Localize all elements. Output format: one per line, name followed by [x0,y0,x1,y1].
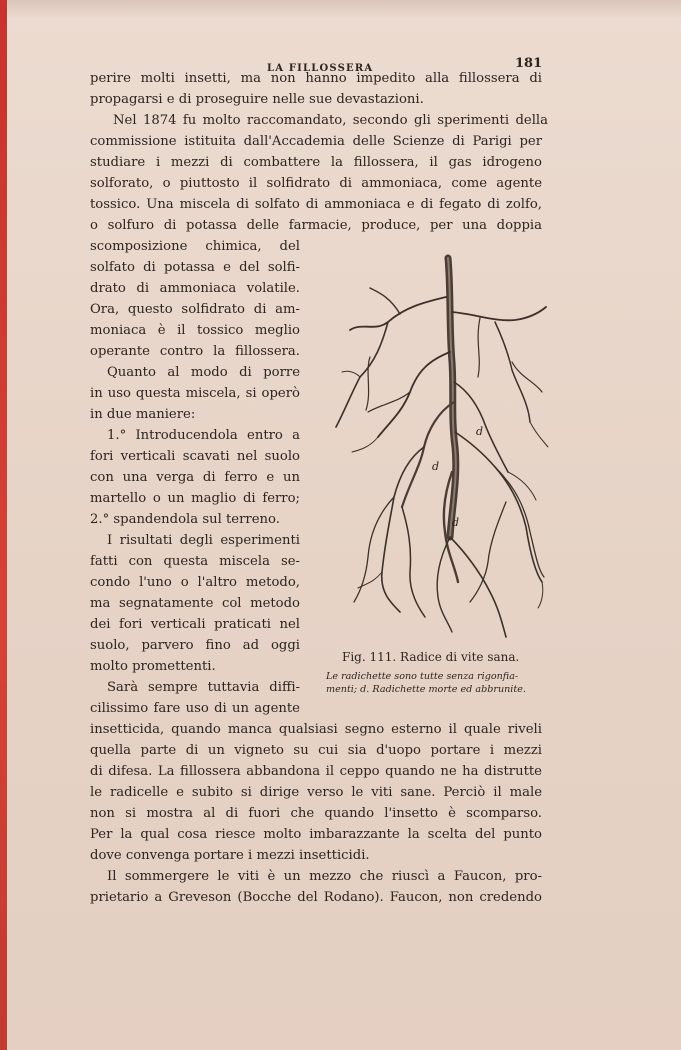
text-line: ma segnatamente col metodo [90,596,300,611]
text-line: Il sommergere le viti è un mezzo che riuscì a Faucon, pro- [107,869,542,884]
text-line: Quanto al modo di porre [107,365,300,380]
top-edge-shadow [7,0,681,18]
text-line: in due maniere: [90,407,196,422]
text-line: non si mostra al di fuori che quando l'insetto è scomparso. [90,806,542,821]
text-line: propagarsi e di proseguire nelle sue devastazioni. [90,92,424,107]
running-head: LA FILLOSSERA [267,63,374,74]
page-number: 181 [515,56,543,71]
text-line: I risultati degli esperimenti [107,533,300,548]
figure-label-d: d [476,425,484,438]
text-line: cilissimo fare uso di un agente [90,701,300,716]
text-line: dove convenga portare i mezzi insetticidi. [90,848,370,863]
figure-label-d: d [432,460,440,473]
text-line: Nel 1874 fu molto raccomandato, secondo gli sperimenti della [113,113,548,128]
text-line: o solfuro di potassa delle farmacie, produce, per una doppia [90,218,542,233]
text-line: commissione istituita dall'Accademia delle Scienze di Parigi per [90,134,542,149]
text-line: solforato, o piuttosto il solfidrato di ammoniaca, come agente [90,176,542,191]
text-line: insetticida, quando manca qualsiasi segno esterno il quale riveli [90,722,542,737]
text-line: drato di ammoniaca volatile. [90,281,300,296]
text-line: 1.° Introducendola entro a [107,428,300,443]
vine-root-figure [330,252,550,647]
text-line: scomposizione chimica, del [90,239,300,254]
left-edge-strip [0,0,7,1050]
text-line: Sarà sempre tuttavia diffi- [107,680,300,695]
text-line: tossico. Una miscela di solfato di ammoniaca e di fegato di zolfo, [90,197,542,212]
text-line: dei fori verticali praticati nel [90,617,300,632]
text-line: condo l'uno o l'altro metodo, [90,575,300,590]
figure-caption-title: Fig. 111. Radice di vite sana. [342,650,520,664]
text-line: fatti con questa miscela se- [90,554,300,569]
text-line: Ora, questo solfidrato di am- [90,302,300,317]
text-line: studiare i mezzi di combattere la fillossera, il gas idrogeno [90,155,542,170]
text-line: Per la qual cosa riesce molto imbarazzante la scelta del punto [90,827,542,842]
text-line: di difesa. La fillossera abbandona il ceppo quando ne ha distrutte [90,764,542,779]
text-line: moniaca è il tossico meglio [90,323,300,338]
text-line: fori verticali scavati nel suolo [90,449,300,464]
text-line: operante contro la fillossera. [90,344,300,359]
text-line: suolo, parvero fino ad oggi [90,638,300,653]
figure-caption-line: menti; d. Radichette morte ed abbrunite. [326,684,526,695]
text-line: quella parte di un vigneto su cui sia d'uopo portare i mezzi [90,743,542,758]
text-line: perire molti insetti, ma non hanno impedito alla fillossera di [90,71,542,86]
figure-label-d: d [452,516,460,529]
text-line: 2.° spandendola sul terreno. [90,512,280,527]
text-line: solfato di potassa e del solfi- [90,260,300,275]
figure-caption-line: Le radichette sono tutte senza rigonfia- [326,671,519,682]
text-line: le radicelle e subito si dirige verso le viti sane. Perciò il male [90,785,542,800]
text-line: in uso questa miscela, si operò [90,386,300,401]
text-line: molto promettenti. [90,659,216,674]
text-line: martello o un maglio di ferro; [90,491,300,506]
text-line: con una verga di ferro e un [90,470,300,485]
text-line: prietario a Greveson (Bocche del Rodano). Faucon, non credendo [90,890,542,905]
